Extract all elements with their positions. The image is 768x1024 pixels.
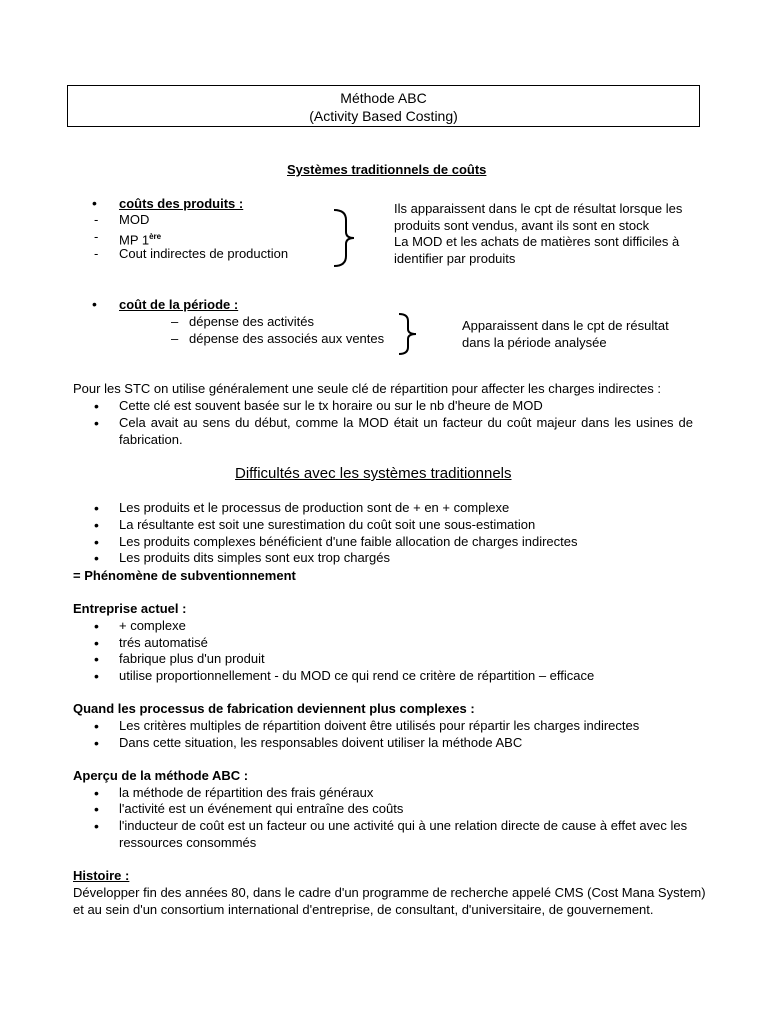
- bullet-icon: •: [92, 195, 97, 211]
- difficulte-item-1: Les produits et le processus de production sont de + en + complexe: [119, 500, 510, 515]
- bullet-icon: •: [94, 635, 99, 651]
- right-brace-icon: [396, 312, 422, 356]
- section-heading-traditional: Systèmes traditionnels de coûts: [287, 162, 487, 177]
- stc-item-2: Cela avait au sens du début, comme la MOD était un facteur du coût majeur dans les usines de: [119, 415, 693, 430]
- bullet-icon: •: [94, 718, 99, 734]
- histoire-line-2: et au sein d'un consortium international d'entreprise, de consultant, d'universitaire, de gouvernement.: [73, 902, 654, 917]
- bullet-icon: •: [94, 500, 99, 516]
- apercu-item-3-cont: ressources consommés: [119, 835, 257, 850]
- bullet-icon: •: [94, 517, 99, 533]
- processus-item-1: Les critères multiples de répartition doivent être utilisés pour répartir les charges indirectes: [119, 718, 640, 733]
- dash-icon: -: [94, 229, 99, 244]
- stc-item-1: Cette clé est souvent basée sur le tx horaire ou sur le nb d'heure de MOD: [119, 398, 543, 413]
- dash-icon: -: [94, 212, 99, 227]
- apercu-item-2: l'activité est un événement qui entraîne des coûts: [119, 801, 404, 816]
- produits-label: coûts des produits :: [119, 196, 244, 211]
- entreprise-item-2: trés automatisé: [119, 635, 208, 650]
- produits-note-line3: La MOD et les achats de matières sont difficiles à: [394, 234, 680, 249]
- endash-icon: –: [171, 331, 179, 346]
- produits-note-line4: identifier par produits: [394, 251, 516, 266]
- periode-item-activites: dépense des activités: [189, 314, 315, 329]
- bullet-icon: •: [94, 668, 99, 684]
- bullet-icon: •: [94, 415, 99, 431]
- produits-item-cout: Cout indirectes de production: [119, 246, 289, 261]
- endash-icon: –: [171, 314, 179, 329]
- right-brace-icon: [330, 208, 360, 268]
- periode-label: coût de la période :: [119, 297, 239, 312]
- bullet-icon: •: [94, 618, 99, 634]
- produits-item-mp-text: MP 1: [119, 232, 150, 248]
- produits-note-line2: produits sont vendus, avant ils sont en stock: [394, 218, 650, 233]
- processus-heading: Quand les processus de fabrication deviennent plus complexes :: [73, 701, 475, 716]
- entreprise-item-1: + complexe: [119, 618, 186, 633]
- bullet-icon: •: [94, 398, 99, 414]
- stc-intro: Pour les STC on utilise généralement une seule clé de répartition pour affecter les charges indirectes :: [73, 381, 661, 396]
- subventionnement-conclusion: = Phénomène de subventionnement: [73, 568, 296, 583]
- bullet-icon: •: [94, 785, 99, 801]
- produits-item-mp-sup: ère: [149, 232, 162, 241]
- title-box: [67, 85, 700, 127]
- difficulte-item-4: Les produits dits simples sont eux trop chargés: [119, 550, 390, 565]
- bullet-icon: •: [94, 651, 99, 667]
- bullet-icon: •: [94, 735, 99, 751]
- entreprise-item-4: utilise proportionnellement - du MOD ce qui rend ce critère de répartition – efficace: [119, 668, 595, 683]
- entreprise-heading: Entreprise actuel :: [73, 601, 187, 616]
- document-subtitle: (Activity Based Costing): [309, 108, 458, 124]
- section-heading-difficultes: Difficultés avec les systèmes traditionnels: [235, 465, 512, 482]
- periode-note-line2: dans la période analysée: [462, 335, 607, 350]
- document-title: Méthode ABC: [340, 90, 427, 106]
- histoire-line-1: Développer fin des années 80, dans le cadre d'un programme de recherche appelé CMS (Cost Mana System): [73, 885, 706, 900]
- apercu-item-3: l'inducteur de coût est un facteur ou une activité qui à une relation directe de cause à effet avec les: [119, 818, 688, 833]
- stc-item-2-cont: fabrication.: [119, 432, 183, 447]
- bullet-icon: •: [94, 534, 99, 550]
- apercu-heading: Aperçu de la méthode ABC :: [73, 768, 249, 783]
- bullet-icon: •: [92, 296, 97, 312]
- processus-item-2: Dans cette situation, les responsables doivent utiliser la méthode ABC: [119, 735, 523, 750]
- difficulte-item-3: Les produits complexes bénéficient d'une faible allocation de charges indirectes: [119, 534, 578, 549]
- bullet-icon: •: [94, 818, 99, 834]
- dash-icon: -: [94, 246, 99, 261]
- bullet-icon: •: [94, 801, 99, 817]
- periode-note-line1: Apparaissent dans le cpt de résultat: [462, 318, 669, 333]
- entreprise-item-3: fabrique plus d'un produit: [119, 651, 265, 666]
- bullet-icon: •: [94, 550, 99, 566]
- periode-item-ventes: dépense des associés aux ventes: [189, 331, 385, 346]
- produits-note-line1: Ils apparaissent dans le cpt de résultat lorsque les: [394, 201, 683, 216]
- histoire-heading: Histoire :: [73, 868, 130, 883]
- produits-item-mod: MOD: [119, 212, 150, 227]
- difficulte-item-2: La résultante est soit une surestimation du coût soit une sous-estimation: [119, 517, 536, 532]
- apercu-item-1: la méthode de répartition des frais généraux: [119, 785, 374, 800]
